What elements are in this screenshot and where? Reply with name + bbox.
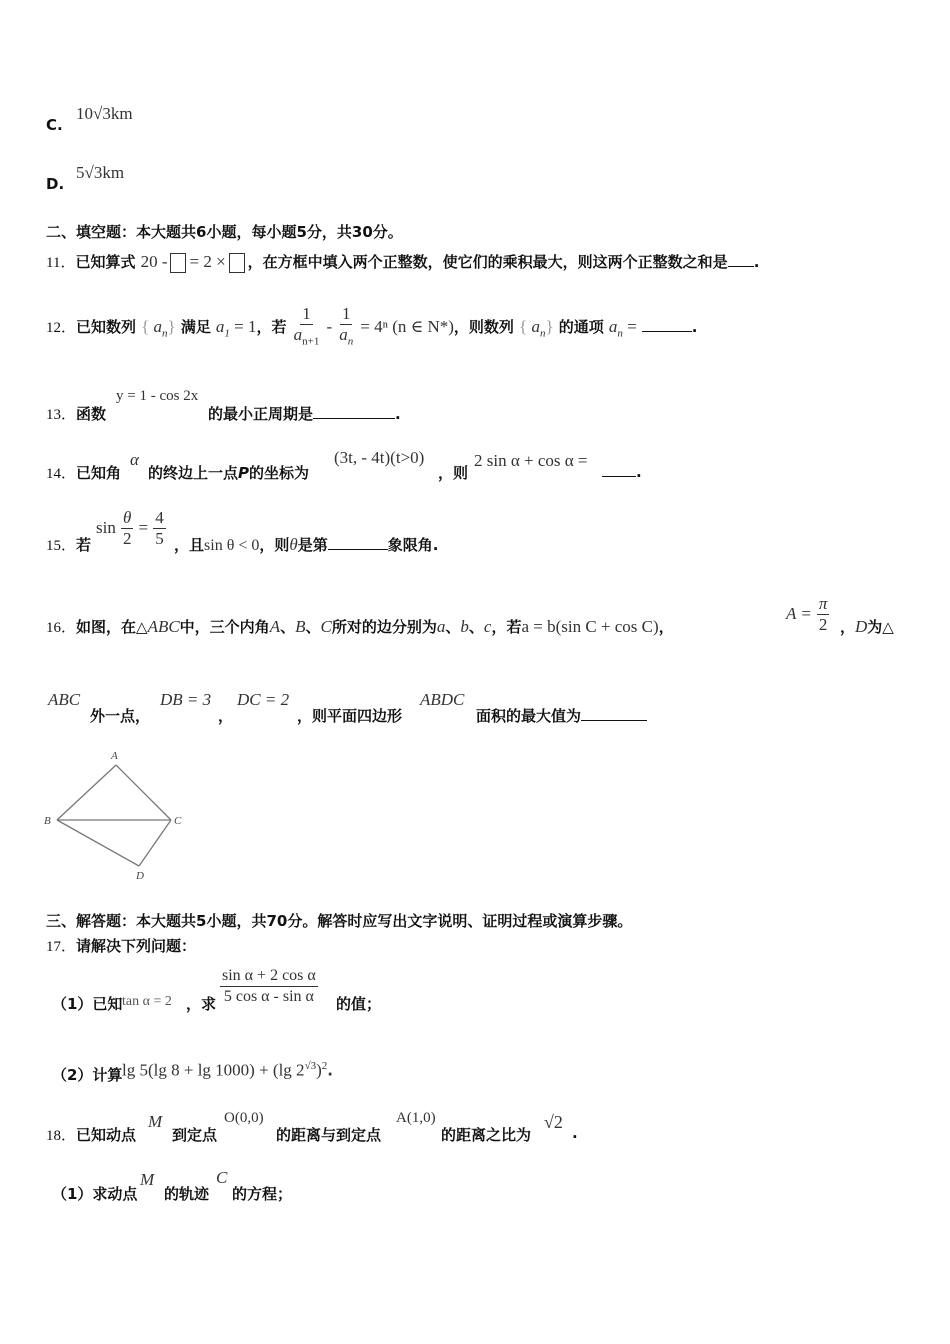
q18-A: A(1,0) — [396, 1110, 436, 1126]
edge-cd — [139, 820, 171, 866]
section-3-heading: 三、解答题：本大题共5小题，共70分。解答时应写出文字说明、证明过程或演算步骤。 — [46, 912, 633, 930]
quadrilateral-figure — [40, 745, 200, 885]
q17-p1-mid: ，求 — [186, 995, 217, 1013]
q15-post1: 是第 — [297, 536, 328, 554]
q17-p1-fraction: $\frac{\text{sin α + 2 cos α}}{\text{5 cos α - sin α}}$ — [222, 967, 316, 1005]
option-c-value: 10√3km — [76, 104, 133, 123]
edge-ac — [116, 765, 171, 820]
q15-mid: ，且 — [174, 536, 205, 554]
q11-box-1 — [170, 253, 186, 273]
q17-title: 请解决下列问题： — [76, 937, 197, 955]
vertex-a-label: A — [111, 750, 118, 762]
question-15 — [46, 534, 91, 555]
q16-A: A — [269, 617, 281, 636]
q16-a: a — [436, 617, 446, 636]
q16-b: b — [460, 617, 469, 636]
q17-number: 17． — [46, 939, 77, 955]
q11-expr-b: = 2 × — [189, 252, 226, 271]
option-c-label: C. — [46, 116, 63, 134]
q16-mid2: 所对的边分别为 — [331, 618, 437, 636]
q15-cond: sin θ < 0 — [204, 537, 260, 554]
q17-p1-cond: tan α = 2 — [122, 994, 172, 1009]
question-14 — [46, 462, 121, 483]
q14-number: 14． — [46, 466, 77, 482]
q16-C: C — [320, 617, 332, 636]
q12-seq-2: { $a_n$} — [519, 317, 554, 340]
q16-abc: ABC — [147, 617, 180, 636]
q14-part2 — [438, 462, 468, 483]
vertex-c-label: C — [174, 815, 182, 827]
q14-point-p: P — [238, 464, 250, 482]
option-d-value: 5√3km — [76, 163, 125, 182]
q12-mid3: ，则数列 — [453, 318, 514, 337]
q17-p2-expr: lg 5(lg 8 + lg 1000) + (lg $2^{√3})^2$. — [122, 1060, 333, 1080]
q16-comma1: ， — [658, 618, 674, 636]
q13-number: 13． — [46, 407, 77, 423]
q18-O: O(0,0) — [224, 1110, 264, 1126]
q14-answer-blank — [602, 476, 636, 477]
q18-pre: 已知动点 — [76, 1126, 137, 1144]
q16-DB: DB = 3 — [160, 690, 212, 709]
q14-mid2: 的坐标为 — [249, 464, 310, 482]
q16-B: B — [295, 617, 306, 636]
q12-cond: $a_1 = 1$ — [215, 317, 257, 340]
q18-p1-mid: 的轨迹 — [164, 1185, 210, 1203]
q14-coord: (3t, - 4t)(t>0) — [334, 448, 425, 467]
option-d-label: D. — [46, 175, 65, 193]
q18-ratio: √2 — [544, 1112, 563, 1132]
question-16 — [46, 616, 674, 637]
question-12 — [46, 304, 697, 351]
q16-number: 16． — [46, 620, 77, 636]
q16-comma3: ， — [218, 707, 234, 725]
question-17 — [46, 935, 196, 956]
q13-answer-blank — [313, 418, 395, 419]
q13-expr: y = 1 - cos 2x — [116, 388, 199, 404]
q18-M: M — [148, 1112, 163, 1131]
q13-pre: 函数 — [76, 405, 107, 423]
edge-bd — [57, 820, 139, 866]
q15-sin: sin — [96, 518, 116, 537]
q16-sep1: 、 — [280, 618, 296, 636]
question-13 — [46, 403, 106, 424]
q16-mid1: 中，三个内角 — [179, 618, 270, 636]
q16-line1-tail — [840, 616, 894, 637]
q11-answer-blank — [728, 266, 754, 267]
q16-answer-blank — [581, 720, 647, 721]
q16-frac-pi: $\frac{\pi}{2}$ — [818, 594, 828, 634]
q16-line2-tail — [476, 705, 647, 726]
q11-number: 11． — [46, 255, 76, 271]
q16-DC: DC = 2 — [237, 690, 290, 709]
q12-frac-2: $\frac{1}{a_n}$ — [339, 304, 354, 348]
q16-c: c — [483, 617, 492, 636]
q12-mid4: 的通项 — [558, 318, 604, 337]
q18-end: . — [572, 1124, 578, 1142]
q16-comma2: ， — [840, 618, 856, 636]
edge-ab — [57, 765, 116, 820]
q11-box-2 — [229, 253, 245, 273]
q16-pre: 如图，在△ — [76, 618, 148, 636]
q14-tail — [602, 462, 642, 481]
q16-abc-2: ABC — [48, 690, 81, 709]
q15-frac-45: $\frac{4}{5}$ — [155, 508, 164, 548]
q16-D: D — [855, 617, 868, 636]
q14-end: . — [636, 463, 642, 481]
q12-seq: { $a_n$} — [141, 317, 176, 340]
question-18 — [46, 1124, 136, 1145]
q15-eq: = — [138, 518, 149, 537]
q13-post: 的最小正周期是 — [208, 405, 314, 423]
q18-number: 18． — [46, 1128, 77, 1144]
q15-answer-blank — [328, 549, 388, 550]
q17-p1-post: 的值； — [336, 995, 382, 1013]
q12-rhs: = 4ⁿ (n ∈ N*) — [360, 317, 454, 337]
q15-pre: 若 — [76, 536, 92, 554]
q12-end: . — [691, 318, 698, 337]
q12-number: 12． — [46, 320, 77, 337]
q14-alpha: α — [130, 450, 139, 469]
q14-expr: 2 sin α + cos α = — [474, 451, 588, 470]
q11-pre: 已知算式 — [75, 253, 136, 271]
q11-expr-a: 20 - — [140, 252, 168, 271]
q18-p1-C: C — [216, 1168, 228, 1187]
q15-theta: θ — [289, 535, 298, 554]
q18-p1-post: 的方程； — [232, 1185, 293, 1203]
q15-number: 15． — [46, 538, 77, 554]
q17-p2-label: （2）计算 — [52, 1066, 123, 1084]
q18-p1-label: （1）求动点 — [52, 1185, 138, 1203]
q18-mid2: 的距离与到定点 — [276, 1126, 382, 1144]
q16-cond: a = b(sin C + cos C) — [521, 617, 659, 636]
vertex-b-label: B — [44, 815, 51, 827]
q16-angle-a — [786, 594, 829, 635]
q14-pre: 已知角 — [76, 464, 122, 482]
question-11 — [46, 251, 759, 273]
q12-minus: - — [326, 317, 333, 337]
q12-frac-1: $\frac{1}{a_{n+1}}$ — [293, 304, 320, 348]
q16-post: 为△ — [867, 618, 894, 636]
q12-answer-blank — [642, 331, 692, 332]
q16-abdc: ABDC — [420, 690, 465, 709]
q18-p1-M: M — [140, 1170, 155, 1189]
q16-sep2: 、 — [305, 618, 321, 636]
q11-end: . — [753, 253, 760, 271]
q12-pre: 已知数列 — [76, 318, 137, 337]
q12-an: $a_n$ = — [608, 317, 637, 340]
q16-mid3: ，若 — [491, 618, 522, 636]
q16-line2a: 外一点， — [90, 707, 151, 725]
q14-mid3: ，则 — [438, 464, 469, 482]
q18-mid1: 到定点 — [172, 1126, 218, 1144]
q15-post2: 象限角. — [387, 536, 439, 554]
vertex-d-label: D — [136, 870, 144, 882]
q16-sep4: 、 — [468, 618, 484, 636]
q13-tail — [208, 403, 401, 424]
q14-mid1: 的终边上一点 — [148, 464, 239, 482]
q15-frac-theta: $\frac{\theta}{2}$ — [122, 508, 132, 548]
q15-expr — [96, 508, 166, 549]
q15-mid2: ，则 — [259, 536, 290, 554]
q16-Aeq: A = — [786, 604, 812, 623]
q16-sep3: 、 — [445, 618, 461, 636]
q12-mid1: 满足 — [180, 318, 211, 337]
q14-part — [148, 462, 309, 483]
section-2-heading: 二、填空题：本大题共6小题，每小题5分，共30分。 — [46, 223, 403, 241]
q18-mid3: 的距离之比为 — [441, 1126, 532, 1144]
q16-line2c: 面积的最大值为 — [476, 707, 582, 725]
q15-tail — [174, 534, 438, 555]
q13-end: . — [395, 405, 401, 423]
q12-mid2: ，若 — [256, 318, 287, 337]
q17-p1-label: （1）已知 — [52, 995, 123, 1013]
q16-line2b: ，则平面四边形 — [297, 707, 403, 725]
q11-post: ，在方框中填入两个正整数，使它们的乘积最大，则这两个正整数之和是 — [247, 253, 728, 271]
